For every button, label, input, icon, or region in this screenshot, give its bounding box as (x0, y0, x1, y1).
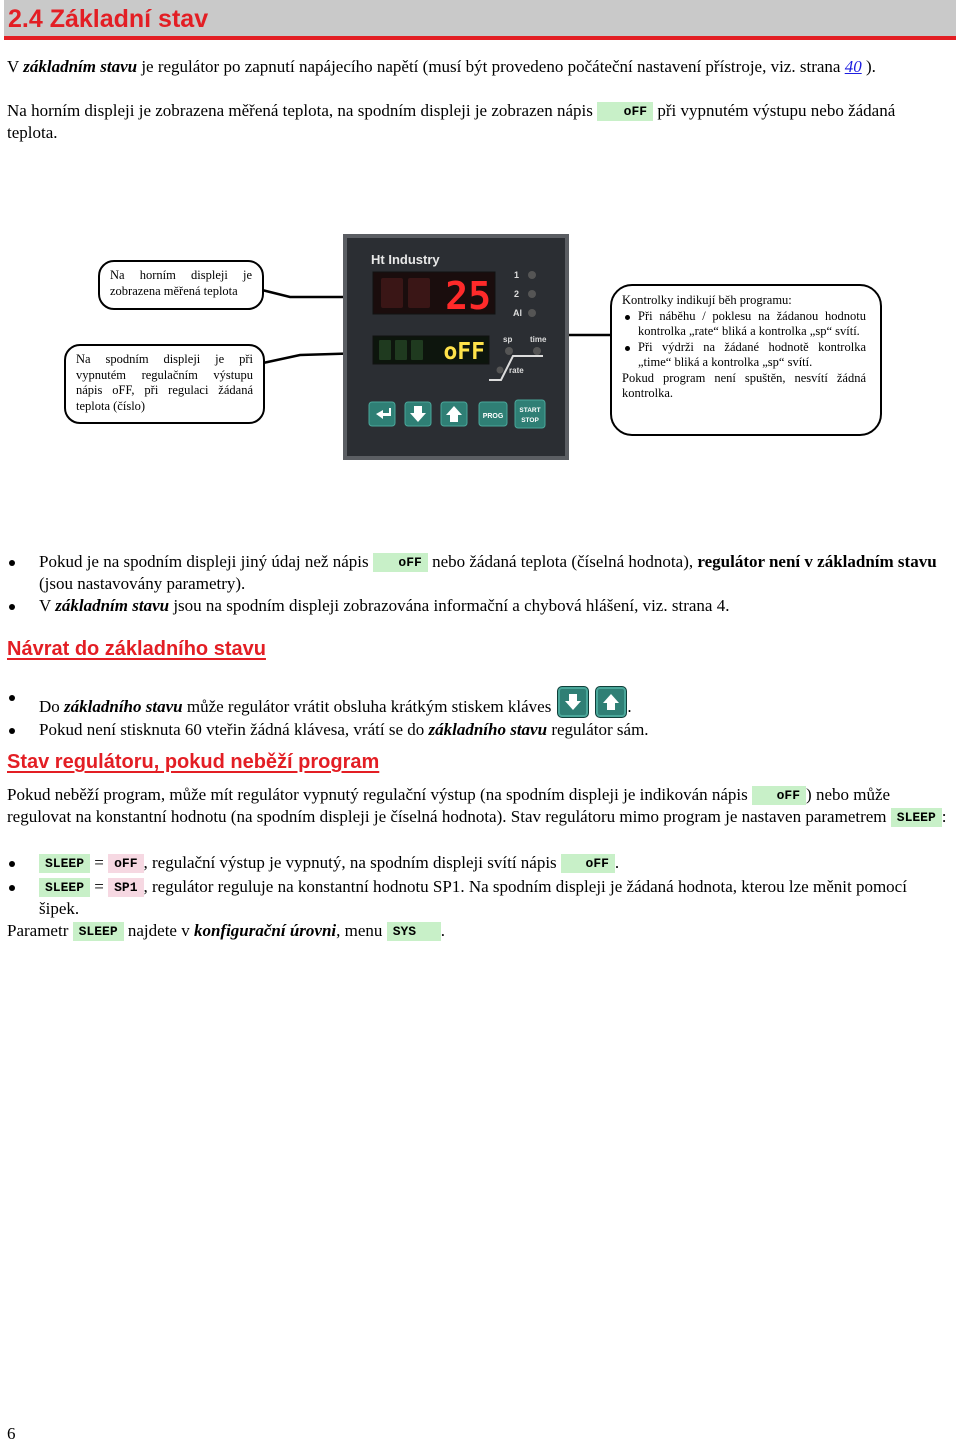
text: může regulátor vrátit obsluha krátkým stiskem kláves (182, 697, 552, 716)
sleep-chip: SLEEP (73, 922, 124, 941)
callout-outro: Pokud program není spuštěn, nesvítí žádná kontrolka. (622, 370, 866, 400)
sleep-chip: SLEEP (891, 808, 942, 827)
label-rate: rate (509, 366, 524, 375)
indicator-led-time (533, 347, 541, 355)
callout-text: Na horním displeji je zobrazena měřená teplota (110, 268, 252, 298)
bottom-display-dim-digits (379, 340, 423, 360)
indicator-label-al: Al (513, 308, 522, 318)
indicator-label-2: 2 (514, 289, 520, 299)
text: Do (39, 697, 65, 716)
text: při vypnutém výstupu nebo žádaná teplota. (7, 101, 896, 142)
text: , regulátor reguluje na konstantní hodnotu SP1. Na spodním displeji je žádaná hodnota, kterou lze měnit pomocí šipek. (39, 877, 907, 918)
text: Pokud není stisknuta 60 vteřin žádná klávesa, vrátí se do (39, 720, 429, 739)
text: ) nebo může regulovat na konstantní hodnotu (na spodním displeji je číselná hodnota). Stav regulátoru mimo program je nastaven parametrem (7, 785, 891, 826)
text: . (614, 853, 620, 872)
indicator-led-1 (528, 271, 536, 279)
section2-closing-paragraph (7, 920, 947, 942)
indicator-led-rate (497, 367, 504, 374)
bottom-display-value: oFF (443, 339, 485, 365)
label-time: time (530, 335, 547, 344)
indicator-led-al (528, 309, 536, 317)
text: , menu (336, 921, 383, 940)
device-buttons (369, 400, 545, 428)
text: : (941, 807, 947, 826)
page-link[interactable]: 40 (844, 57, 862, 76)
text: Na horním displeji je zobrazena měřená teplota, na spodním displeji je zobrazen nápis (7, 101, 593, 120)
off-chip: oFF (752, 786, 806, 805)
start-label: START (519, 407, 541, 414)
sleep-chip: SLEEP (39, 854, 90, 873)
top-display-value: 25 (445, 274, 491, 318)
text: , regulační výstup je vypnutý, na spodním displeji svítí nápis (143, 853, 557, 872)
text: jsou na spodním displeji zobrazována informační a chybová hlášení, viz. strana 4. (169, 596, 730, 615)
section-title-return: Návrat do základního stavu (7, 638, 266, 660)
list-item (7, 595, 947, 617)
text-emphasis: základního stavu (428, 720, 548, 739)
text-bold: regulátor není v základním stavu (697, 552, 937, 571)
text: najdete v (123, 921, 194, 940)
text-emphasis: základním stavu (23, 57, 138, 76)
bullet-list-basic-state (7, 551, 947, 617)
list-item (7, 852, 947, 874)
text: . (440, 921, 445, 940)
callout-list-item: Při náběhu / poklesu na žádanou hodnotu kontrolka „rate“ bliká a kontrolka „sp“ svítí. (622, 309, 866, 340)
text: = (90, 877, 109, 896)
list-item (7, 551, 947, 595)
callout-indicators (610, 284, 882, 436)
brand-logo: Ht Industry (371, 252, 440, 267)
key-down-button[interactable] (557, 686, 589, 718)
text: Pokud je na spodním displeji jiný údaj než nápis (39, 552, 369, 571)
text: je regulátor po zapnutí napájecího napětí (musí být provedeno počáteční nastavení přístroje, viz. strana (137, 57, 845, 76)
callout-list-item: Při výdrži na žádané hodnotě kontrolka „time“ bliká a kontrolka „sp“ svítí. (622, 340, 866, 371)
callout-top-display (98, 260, 264, 310)
bullet-list-return (7, 686, 947, 741)
text: Pokud neběží program, může mít regulátor vypnutý regulační výstup (na spodním displeji je indikován nápis (7, 785, 748, 804)
bullet-list-sleep (7, 852, 947, 920)
text: V (39, 596, 56, 615)
callout-bottom-display (64, 344, 265, 424)
sys-chip: SYS (387, 922, 441, 941)
text: Parametr (7, 921, 69, 940)
section-title-no-program: Stav regulátoru, pokud neběží program (7, 751, 380, 773)
section2-paragraph (7, 784, 947, 828)
text: V (7, 57, 24, 76)
page-heading: 2.4 Základní stav (8, 5, 209, 33)
list-item (7, 686, 947, 718)
text-emphasis: základním stavu (55, 596, 170, 615)
indicator-led-sp (505, 347, 513, 355)
off-chip: oFF (373, 553, 428, 572)
off-chip: oFF (108, 854, 143, 873)
sp1-chip: SP1 (108, 878, 143, 897)
callout-list (622, 309, 866, 371)
text: = (90, 853, 109, 872)
arrow-down-icon (563, 692, 583, 712)
sleep-chip: SLEEP (39, 878, 90, 897)
arrow-up-icon (601, 692, 621, 712)
text: nebo žádaná teplota (číselná hodnota), (427, 552, 698, 571)
text: regulátor sám. (547, 720, 649, 739)
text-emphasis: konfigurační úrovni (193, 921, 337, 940)
stop-label: STOP (521, 417, 539, 424)
indicator-label-1: 1 (514, 270, 520, 280)
list-item (7, 719, 947, 741)
callout-intro: Kontrolky indikují běh programu: (622, 293, 792, 307)
label-sp: sp (503, 335, 513, 344)
list-item (7, 876, 947, 920)
page-number: 6 (7, 1424, 16, 1443)
text: ). (861, 57, 876, 76)
key-up-button[interactable] (595, 686, 627, 718)
off-chip: oFF (597, 102, 653, 121)
text: . (627, 697, 632, 716)
off-chip: oFF (561, 854, 615, 873)
prog-label: PROG (482, 413, 504, 420)
indicator-led-2 (528, 290, 536, 298)
text-emphasis: základního stavu (64, 697, 183, 716)
text: (jsou nastavovány parametry). (39, 574, 246, 593)
controller-device (343, 234, 569, 460)
callout-text: Na spodním displeji je při vypnutém regulačním výstupu nápis oFF, při regulaci žádaná teplota (číslo) (76, 352, 253, 413)
